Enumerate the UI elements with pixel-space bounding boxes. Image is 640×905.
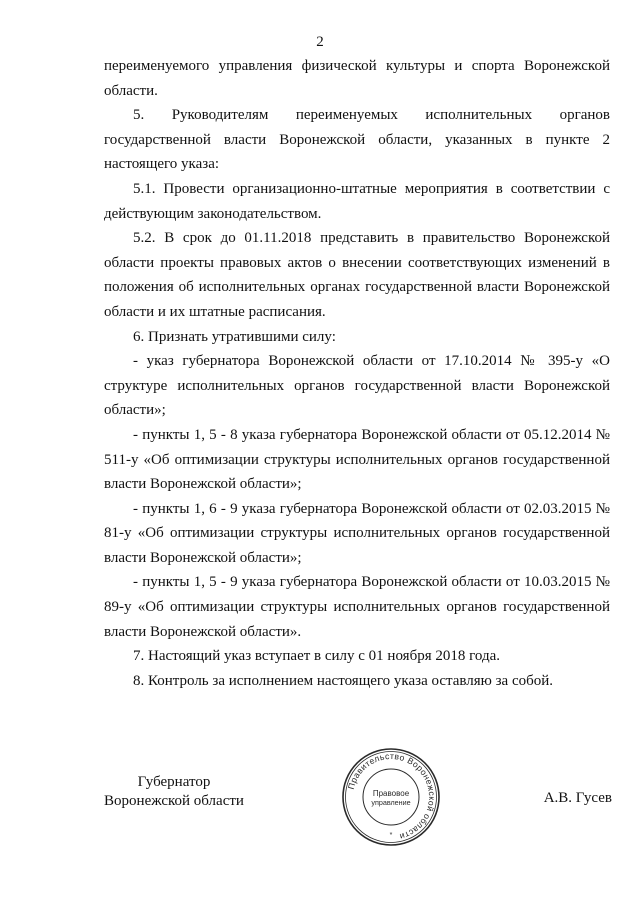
document-body (104, 54, 610, 693)
paragraph-7: 7. Настоящий указ вступает в силу с 01 ноября 2018 года. (133, 648, 500, 665)
paragraph-5-1: 5.1. Провести организационно-штатные мероприятия в соответствии с действующим законодательством. (104, 180, 610, 222)
stamp-seal-icon (341, 747, 441, 847)
signature-title (104, 773, 244, 811)
paragraph-5: 5. Руководителям переименуемых исполнительных органов государственной власти Воронежской области, указанных в пункте 2 настоящего указа: (104, 107, 610, 173)
paragraph-continuation: переименуемого управления физической культуры и спорта Воронежской области. (104, 58, 610, 99)
paragraph-6-item-3: - пункты 1, 6 - 9 указа губернатора Воронежской области от 02.03.2015 № 81-у «Об оптимизации структуры исполнительных органов государственной власти Воронежской области»; (104, 500, 610, 566)
paragraph-6-item-2: - пункты 1, 5 - 8 указа губернатора Воронежской области от 05.12.2014 № 511-у «Об оптимизации структуры исполнительных органов государственной власти Воронежской области»; (104, 426, 610, 493)
paragraph-6-item-4: - пункты 1, 5 - 9 указа губернатора Воронежской области от 10.03.2015 № 89-у «Об оптимизации структуры исполнительных органов государственной власти Воронежской области». (104, 574, 610, 640)
official-stamp (341, 747, 441, 847)
paragraph-8: 8. Контроль за исполнением настоящего указа оставляю за собой. (133, 672, 554, 689)
stamp-star: * (389, 832, 393, 839)
stamp-center-line2: управление (371, 798, 411, 807)
stamp-ring-text: Правительство Воронежской области (345, 750, 438, 842)
signature-title-line2: Воронежской области (104, 793, 244, 809)
page-number: 2 (316, 34, 324, 50)
paragraph-6: 6. Признать утратившими силу: (133, 328, 336, 345)
signature-title-line1: Губернатор (137, 774, 211, 790)
signature-name: А.В. Гусев (543, 790, 612, 806)
paragraph-5-2: 5.2. В срок до 01.11.2018 представить в правительство Воронежской области проекты правовых актов о внесении соответствующих изменений в положения об исполнительных органах государственной власти Воронежской области и их штатные расписания. (104, 230, 610, 320)
paragraph-6-item-1: - указ губернатора Воронежской области от 17.10.2014 № 395-у «О структуре исполнительных органов государственной власти Воронежской области»; (104, 353, 610, 419)
stamp-center-line1: Правовое (372, 789, 410, 798)
